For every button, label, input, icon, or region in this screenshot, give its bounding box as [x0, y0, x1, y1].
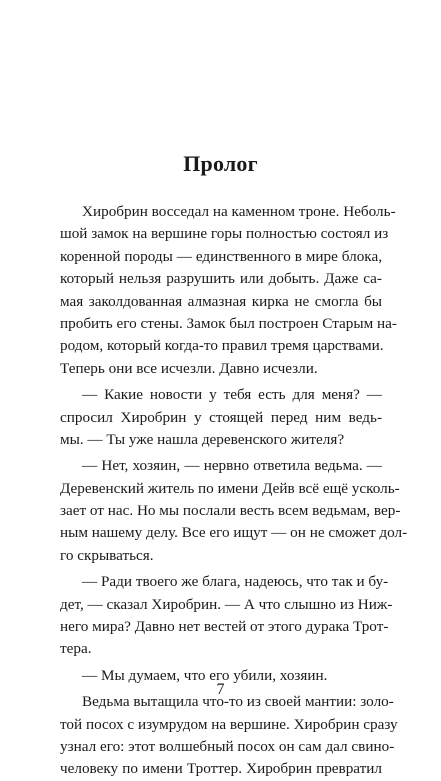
- text-line: родом, который когда-то правил тремя царствами.: [60, 337, 384, 355]
- text-line: спросил Хиробрин у стоящей перед ним ведь-: [60, 408, 382, 426]
- text-line: пробить его стены. Замок был построен Старым на-: [60, 314, 397, 332]
- text-line: — Ради твоего же блага, надеюсь, что так и бу-: [82, 573, 389, 591]
- text-line: Теперь они все исчезли. Давно исчезли.: [60, 359, 318, 377]
- text-line: шой замок на вершине горы полностью состоял из: [60, 225, 389, 243]
- text-line: Деревенский житель по имени Дейв всё ещё усколь-: [60, 479, 400, 497]
- text-line: который нельзя разрушить или добыть. Даже са-: [60, 270, 382, 288]
- paragraph: [60, 384, 382, 451]
- text-line: человеку по имени Троттер. Хиробрин превратил: [60, 760, 382, 778]
- page-number: 7: [216, 681, 225, 698]
- text-line: — Нет, хозяин, — нервно ответила ведьма. —: [82, 457, 382, 475]
- paragraph: [60, 201, 397, 380]
- text-line: зает от нас. Но мы послали весть всем ведьмам, вер-: [60, 502, 401, 520]
- chapter-title: Пролог: [183, 151, 258, 176]
- text-line: тера.: [60, 640, 92, 658]
- text-line: коренной породы — единственного в мире блока,: [60, 247, 382, 265]
- text-line: Хиробрин восседал на каменном троне. Неболь-: [82, 203, 396, 220]
- text-line: го скрываться.: [60, 546, 154, 564]
- text-line: мая заколдованная алмазная кирка не смогла бы: [60, 292, 382, 310]
- paragraph: [60, 691, 398, 781]
- text-line: узнал его: этот волшебный посох он сам дал свино-: [60, 737, 395, 755]
- text-line: дет, — сказал Хиробрин. — А что слышно из Ниж-: [60, 595, 393, 613]
- text-line: ным нашему делу. Все его ищут — он не сможет дол-: [60, 524, 408, 542]
- text-line: той посох с изумрудом на вершине. Хиробрин сразу: [60, 715, 398, 733]
- text-line: — Какие новости у тебя есть для меня? —: [82, 386, 382, 404]
- paragraph: [60, 571, 393, 661]
- text-line: мы. — Ты уже нашла деревенского жителя?: [60, 430, 345, 448]
- text-line: Ведьма вытащила что-то из своей мантии: золо-: [82, 693, 394, 711]
- paragraph: [60, 455, 408, 567]
- text-line: него мира? Давно нет вестей от этого дурака Трот-: [60, 618, 389, 636]
- text-line: — Мы думаем, что его убили, хозяин.: [82, 666, 328, 684]
